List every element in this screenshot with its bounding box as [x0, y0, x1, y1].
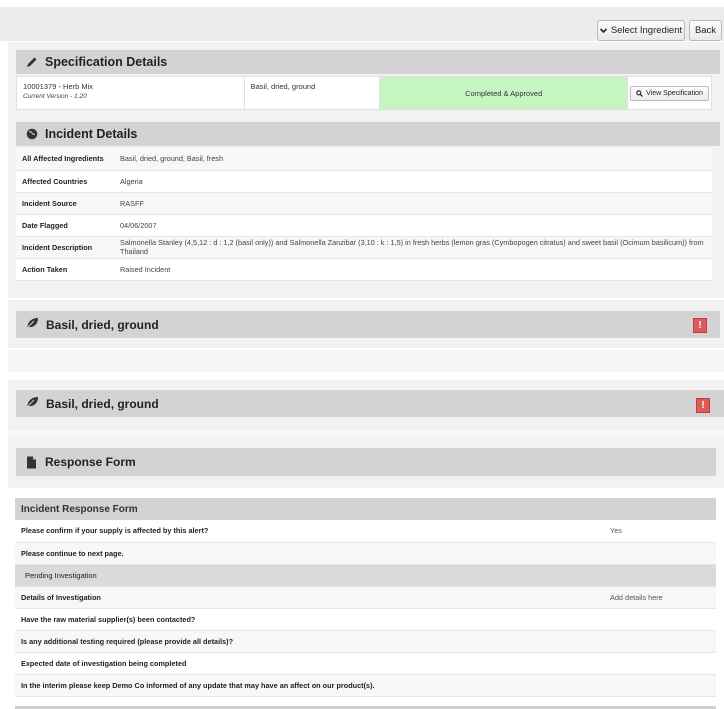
form-title: Incident Response Form [15, 498, 716, 520]
toolbar [0, 7, 724, 41]
select-ingredient-label: Select Ingredient [610, 25, 683, 36]
form-answer[interactable] [604, 542, 716, 564]
ingredient-header[interactable] [16, 311, 720, 338]
specification-table [16, 76, 712, 110]
panel-footer [8, 350, 724, 372]
response-form-table [15, 520, 716, 697]
globe-icon [26, 128, 38, 140]
incident-label: Date Flagged [16, 214, 114, 236]
ingredient-header[interactable] [16, 390, 724, 417]
exclamation-icon: ! [693, 318, 707, 333]
incident-title: Incident Details [45, 127, 138, 141]
incident-value: Salmonella Stanley (4,5,12 : d : 1,2 (basil only)) and Salmonella Zanzibar (3,10 : k : 1,5) in fresh herbs (lemon gras (Cymbopogen citratus) and sweet basil (Ocimum basilicum)) from Thailand [114, 236, 712, 258]
form-question: Please confirm if your supply is affected by this alert? [15, 520, 604, 542]
incident-label: Incident Source [16, 192, 114, 214]
specification-version: Current Version - 1.20 [23, 93, 87, 100]
ingredient-title: Basil, dried, ground [46, 396, 159, 411]
table-row[interactable] [15, 630, 716, 652]
back-button[interactable]: Back [689, 20, 722, 41]
response-panel [8, 436, 724, 488]
incident-label: Incident Description [16, 236, 114, 258]
leaf-icon [26, 317, 39, 332]
specification-row [17, 77, 712, 110]
ingredient-title: Basil, dried, ground [46, 317, 159, 332]
incident-label: Action Taken [16, 258, 114, 280]
ingredient-panel [8, 380, 724, 430]
table-row[interactable] [15, 520, 716, 542]
response-header [16, 448, 716, 476]
incident-value: Algeria [114, 170, 712, 192]
specification-code: 10001379 - Herb Mix [23, 82, 94, 91]
form-subheader: Pending Investigation [15, 564, 716, 586]
exclamation-icon: ! [696, 398, 710, 413]
form-question: Please continue to next page. [15, 542, 604, 564]
incident-header [16, 122, 720, 146]
view-specification-button[interactable] [630, 86, 709, 101]
form-question: Details of Investigation [15, 586, 604, 608]
form-question: Expected date of investigation being completed [15, 652, 604, 674]
table-row[interactable] [15, 652, 716, 674]
file-icon [26, 456, 38, 468]
select-ingredient-button[interactable] [597, 20, 685, 41]
table-row[interactable] [15, 674, 716, 696]
table-row [16, 170, 712, 192]
form-answer[interactable] [604, 630, 716, 652]
leaf-icon [26, 396, 39, 411]
table-row [16, 214, 712, 236]
incident-value: 04/06/2007 [114, 214, 712, 236]
specification-code-cell [17, 77, 245, 110]
table-row[interactable] [15, 586, 716, 608]
chevron-down-icon [600, 27, 607, 34]
form-answer[interactable] [604, 674, 716, 696]
table-row [16, 236, 712, 258]
search-icon [636, 90, 643, 97]
view-specification-label: View Specification [646, 89, 703, 97]
table-row [16, 258, 712, 280]
response-title: Response Form [45, 455, 136, 469]
specification-header [16, 50, 720, 74]
table-row [16, 148, 712, 170]
ingredient-panel [8, 300, 724, 348]
form-question: Have the raw material supplier(s) been contacted? [15, 608, 604, 630]
table-row[interactable] [15, 542, 716, 564]
form-answer[interactable] [604, 652, 716, 674]
specification-action-cell [628, 77, 712, 110]
incident-value: RASFF [114, 192, 712, 214]
table-row [16, 192, 712, 214]
incident-value: Raised Incident [114, 258, 712, 280]
form-answer[interactable] [604, 608, 716, 630]
form-answer[interactable]: Yes [604, 520, 716, 542]
incident-table [16, 148, 712, 281]
form-question: In the interim please keep Demo Co informed of any update that may have an affect on our product(s). [15, 674, 604, 696]
bottom-view [0, 378, 724, 709]
incident-label: Affected Countries [16, 170, 114, 192]
form-question: Is any additional testing required (please provide all details)? [15, 630, 604, 652]
table-row[interactable] [15, 608, 716, 630]
incident-label: All Affected Ingredients [16, 148, 114, 170]
pencil-icon [26, 56, 38, 68]
form-answer[interactable]: Add details here [604, 586, 716, 608]
status-badge: Completed & Approved [380, 77, 628, 110]
specification-title: Specification Details [45, 55, 168, 69]
incident-value: Basil, dried, ground, Basil, fresh [114, 148, 712, 170]
form-subheader-row [15, 564, 716, 586]
specification-ingredient: Basil, dried, ground [244, 77, 380, 110]
